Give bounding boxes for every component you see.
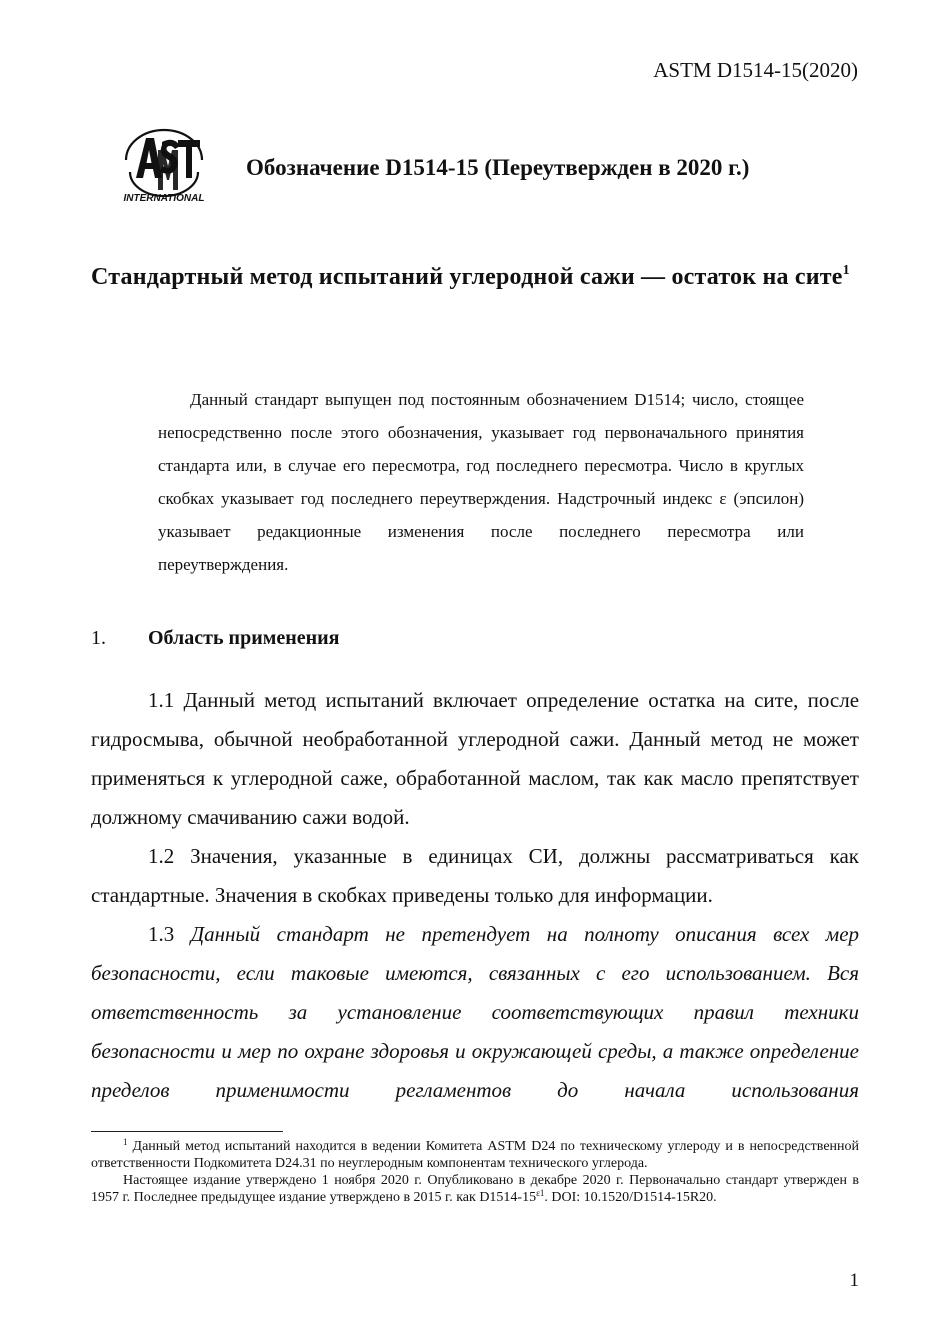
document-reference-header: ASTM D1514-15(2020) xyxy=(653,58,858,82)
paragraph-number: 1.3 xyxy=(148,922,175,946)
footnote-edition-superscript: ε1 xyxy=(536,1188,545,1198)
footnote-text: Настоящее издание утверждено 1 ноября 2020 г. Опубликовано в декабре 2020 г. Первоначально стандарт утвержден в 1957 г. Последнее предыдущее издание утверждено в 2015 г. как D1514-15 xyxy=(91,1173,859,1205)
paragraph-text: Данный стандарт не претендует на полноту описания всех мер безопасности, если таковые имеются, связанных с его использованием. Вся ответственность за установление соответствующих правил техники безопасности и мер по охране здоровья и окружающей среды, а также определение пределов применимости регламентов до начала использования xyxy=(91,922,860,1102)
paragraph-1-3 xyxy=(91,915,859,1110)
standard-designation: Обозначение D1514-15 (Переутвержден в 2020 г.) xyxy=(246,155,750,180)
paragraph-1-1 xyxy=(91,681,859,837)
paragraph-text: Данный метод испытаний включает определение остатка на сите, после гидросмыва, обычной необработанной углеродной сажи. Данный метод не может применяться к углеродной саже, обработанной маслом, так как масло препятствует должному смачиванию сажи водой. xyxy=(91,688,860,829)
footnote-doi: . DOI: 10.1520/D1514-15R20. xyxy=(544,1190,717,1205)
paragraph-number: 1.2 xyxy=(148,844,175,868)
astm-logo-wordmark: INTERNATIONAL xyxy=(123,193,205,204)
astm-logo-letters xyxy=(136,138,200,190)
footnote xyxy=(91,1138,859,1206)
standard-notice: Данный стандарт выпущен под постоянным обозначением D1514; число, стоящее непосредственно после этого обозначения, указывает год первоначального принятия стандарта или, в случае его пересмотра, год последнего пересмотра. Число в круглых скобках указывает год последнего переутверждения. Надстрочный индекс ε (эпсилон) указывает редакционные изменения после последнего пересмотра или переутверждения. xyxy=(158,390,804,574)
section-title: Область применения xyxy=(148,627,340,649)
page-number: 1 xyxy=(849,1270,859,1291)
astm-logo xyxy=(112,120,216,204)
document-title xyxy=(91,258,859,296)
paragraph-text: Значения, указанные в единицах СИ, должны рассматриваться как стандартные. Значения в скобках приведены только для информации. xyxy=(91,844,860,907)
document-title-text: Стандартный метод испытаний углеродной сажи — остаток на сите xyxy=(91,264,843,290)
footnote-separator xyxy=(91,1131,283,1132)
section-body xyxy=(91,681,859,1110)
footnote-paragraph-2 xyxy=(91,1172,859,1206)
section-number: 1. xyxy=(91,627,106,649)
section-heading xyxy=(91,627,340,650)
paragraph-1-2 xyxy=(91,837,859,915)
paragraph-number: 1.1 xyxy=(148,688,175,712)
footnote-paragraph-1 xyxy=(91,1138,859,1172)
footnote-text: Данный метод испытаний находится в ведении Комитета ASTM D24 по техническому углероду и в непосредственной ответственности Подкомитета D24.31 по неуглеродным компонентам технического углерода. xyxy=(91,1139,860,1171)
footnote-marker: 1 xyxy=(123,1137,128,1147)
title-footnote-marker: 1 xyxy=(842,263,850,278)
